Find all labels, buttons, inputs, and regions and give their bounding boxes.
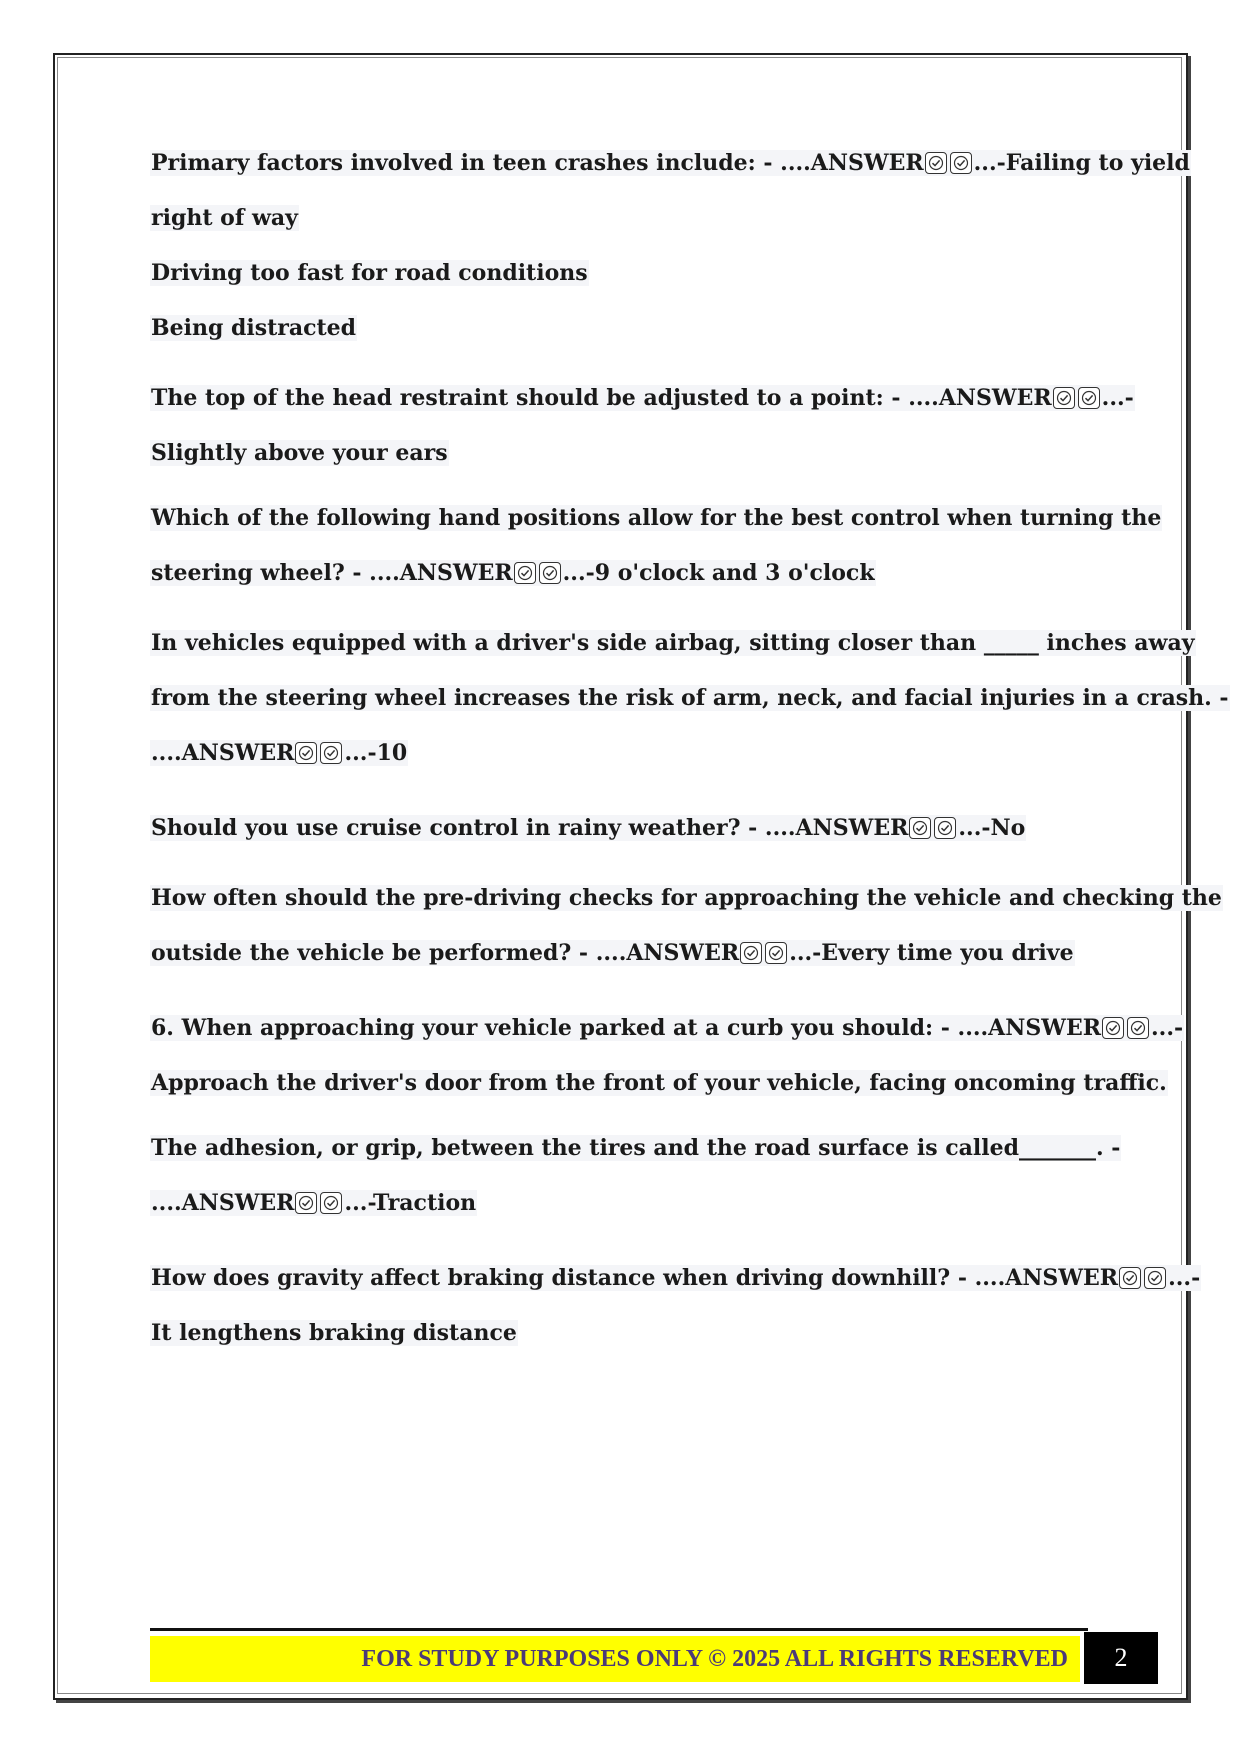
answer-marker: ....ANSWER	[780, 150, 924, 176]
answer-text: -No	[981, 815, 1026, 841]
answer-text: -9 o'clock and 3 o'clock	[585, 560, 875, 586]
qa-content	[150, 148, 1229, 1348]
qa-text	[150, 940, 1075, 966]
qa-prefix: The top of the head restraint should be adjusted to a point: -	[151, 385, 909, 411]
answer-marker: ....ANSWER	[764, 815, 909, 841]
qa-text	[150, 440, 449, 466]
qa-text	[150, 150, 1191, 176]
qa-text	[150, 815, 1026, 841]
qa-text	[150, 260, 589, 286]
qa-item	[150, 628, 1229, 768]
qa-line	[150, 438, 1090, 468]
qa-line	[150, 383, 1134, 413]
qa-text	[150, 560, 876, 586]
footer-rule	[150, 1628, 1088, 1631]
qa-item	[150, 148, 1190, 343]
answer-suffix: ...	[1151, 1015, 1174, 1041]
qa-line	[150, 738, 1090, 768]
answer-suffix: ...	[562, 560, 586, 586]
answer-marker: ....ANSWER	[957, 1015, 1102, 1041]
qa-text	[150, 1070, 1168, 1096]
qa-line	[150, 1068, 1167, 1098]
answer-suffix: ...	[1168, 1265, 1192, 1291]
qa-line	[150, 148, 1190, 178]
answer-suffix: ...	[344, 740, 368, 766]
qa-text	[150, 505, 1162, 531]
answer-text: -	[1191, 1265, 1201, 1291]
checkbox-check-icon	[1119, 1267, 1141, 1289]
answer-text: -	[1124, 385, 1134, 411]
checkbox-check-icon	[1053, 387, 1075, 409]
qa-line	[150, 1013, 1184, 1043]
checkbox-check-icon	[909, 817, 931, 839]
checkbox-check-icon	[295, 1192, 317, 1214]
checkbox-check-icon	[295, 742, 317, 764]
qa-prefix: In vehicles equipped with a driver's side airbag, sitting closer than _____ inches away	[151, 630, 1195, 656]
qa-prefix: It lengthens braking distance	[151, 1320, 517, 1346]
qa-item	[150, 1263, 1201, 1348]
checkbox-check-icon	[1078, 387, 1100, 409]
answer-text: -10	[367, 740, 408, 766]
qa-prefix: Should you use cruise control in rainy weather? -	[151, 815, 765, 841]
page-number: 2	[1084, 1632, 1158, 1684]
qa-line	[150, 683, 1229, 713]
checkbox-check-icon	[765, 942, 787, 964]
answer-marker: ....ANSWER	[151, 1190, 295, 1216]
qa-line	[150, 1188, 1090, 1218]
qa-text	[150, 1015, 1184, 1041]
qa-item	[150, 503, 1162, 588]
answer-marker: ....ANSWER	[595, 940, 740, 966]
checkbox-check-icon	[934, 817, 956, 839]
qa-prefix: The adhesion, or grip, between the tires and the road surface is called_______. -	[151, 1135, 1121, 1161]
checkbox-check-icon	[1127, 1017, 1149, 1039]
answer-marker: ....ANSWER	[151, 740, 295, 766]
checkbox-check-icon	[925, 152, 947, 174]
footer-text: FOR STUDY PURPOSES ONLY © 2025 ALL RIGHTS RESERVED	[361, 1645, 1068, 1672]
qa-prefix: How does gravity affect braking distance when driving downhill? -	[151, 1265, 975, 1291]
answer-suffix: ...	[958, 815, 982, 841]
answer-text: -Failing to yield	[996, 150, 1190, 176]
answer-marker: ....ANSWER	[974, 1265, 1119, 1291]
qa-prefix: steering wheel? -	[151, 560, 370, 586]
qa-text	[150, 1265, 1201, 1291]
checkbox-check-icon	[514, 562, 536, 584]
checkbox-check-icon	[1144, 1267, 1166, 1289]
qa-line	[150, 203, 1090, 233]
answer-suffix: ...	[973, 150, 997, 176]
qa-line	[150, 883, 1222, 913]
qa-text	[150, 385, 1135, 411]
answer-text: -	[1174, 1015, 1184, 1041]
qa-text	[150, 205, 299, 231]
qa-text	[150, 1135, 1121, 1161]
qa-prefix: outside the vehicle be performed? -	[151, 940, 596, 966]
qa-prefix: right of way	[151, 205, 298, 231]
qa-text	[150, 885, 1223, 911]
qa-prefix: Being distracted	[151, 315, 357, 341]
answer-suffix: ...	[1101, 385, 1125, 411]
qa-item	[150, 1133, 1121, 1218]
qa-line	[150, 1318, 1090, 1348]
footer-bar	[150, 1636, 1080, 1682]
qa-item	[150, 1013, 1184, 1098]
checkbox-check-icon	[1102, 1017, 1124, 1039]
qa-prefix: from the steering wheel increases the risk of arm, neck, and facial injuries in a crash. -	[151, 685, 1229, 711]
qa-line	[150, 628, 1195, 658]
qa-line	[150, 1133, 1121, 1163]
qa-prefix: 6. When approaching your vehicle parked at a curb you should: -	[151, 1015, 958, 1041]
qa-text	[150, 685, 1230, 711]
answer-marker: ....ANSWER	[369, 560, 513, 586]
answer-suffix: ...	[344, 1190, 368, 1216]
qa-text	[150, 1190, 477, 1216]
qa-text	[150, 1320, 518, 1346]
qa-line	[150, 313, 1090, 343]
qa-item	[150, 883, 1222, 968]
qa-prefix: Slightly above your ears	[151, 440, 448, 466]
qa-prefix: Which of the following hand positions allow for the best control when turning the	[151, 505, 1162, 531]
answer-suffix: ...	[789, 940, 813, 966]
qa-prefix: Approach the driver's door from the front of your vehicle, facing oncoming traffic.	[151, 1070, 1167, 1096]
qa-line	[150, 813, 1090, 843]
qa-prefix: How often should the pre-driving checks for approaching the vehicle and checking the	[151, 885, 1222, 911]
qa-text	[150, 630, 1196, 656]
qa-text	[150, 740, 408, 766]
answer-marker: ....ANSWER	[908, 385, 1052, 411]
qa-line	[150, 558, 1090, 588]
qa-line	[150, 1263, 1201, 1293]
answer-text: -Every time you drive	[812, 940, 1074, 966]
checkbox-check-icon	[320, 1192, 342, 1214]
answer-text: -Traction	[367, 1190, 477, 1216]
qa-text	[150, 315, 357, 341]
qa-line	[150, 938, 1090, 968]
checkbox-check-icon	[950, 152, 972, 174]
checkbox-check-icon	[320, 742, 342, 764]
checkbox-check-icon	[539, 562, 561, 584]
qa-prefix: Driving too fast for road conditions	[151, 260, 588, 286]
qa-line	[150, 503, 1162, 533]
qa-line	[150, 258, 1090, 288]
qa-item	[150, 813, 1090, 843]
checkbox-check-icon	[740, 942, 762, 964]
qa-prefix: Primary factors involved in teen crashes include: -	[151, 150, 781, 176]
qa-item	[150, 383, 1134, 468]
